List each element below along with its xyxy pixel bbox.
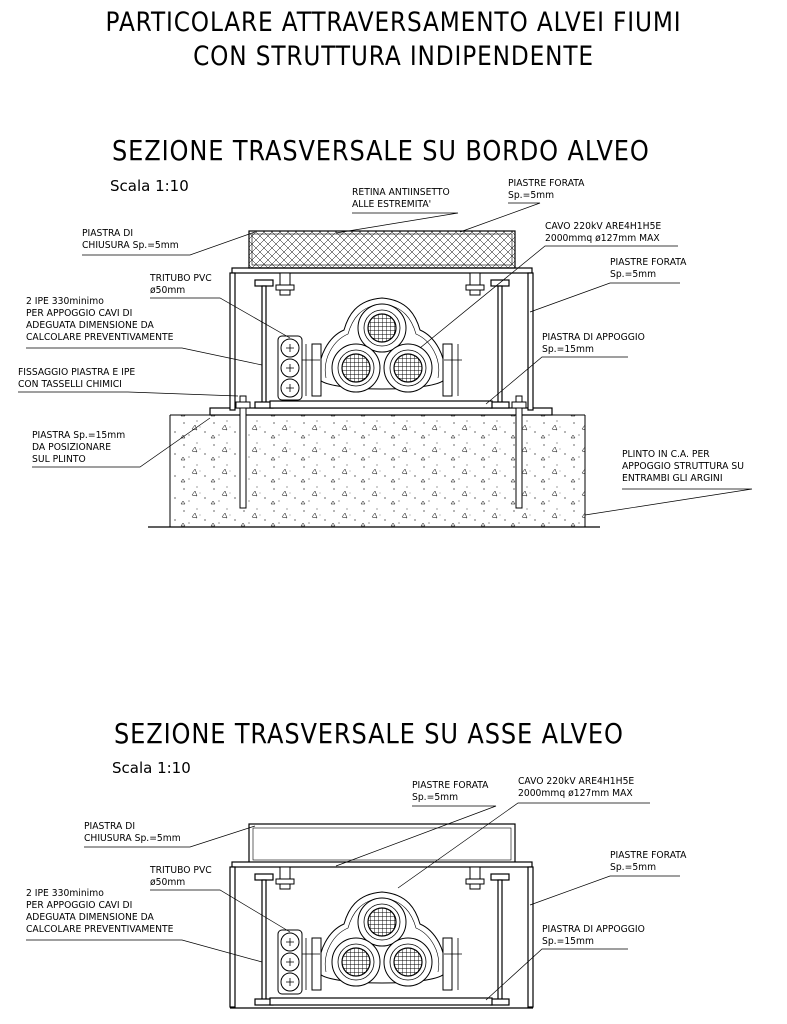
note-perforated-side: PIASTRE FORATA Sp.=5mm <box>610 257 687 280</box>
section-axis-scale: Scala 1:10 <box>112 759 191 777</box>
section-edge-title: SEZIONE TRASVERSALE SU BORDO ALVEO <box>112 134 650 167</box>
section-edge-scale: Scala 1:10 <box>110 177 189 195</box>
drawing-title-line1: PARTICOLARE ATTRAVERSAMENTO ALVEI FIUMI <box>105 7 682 38</box>
note-pvc-tube: TRITUBO PVC ø50mm <box>150 273 212 296</box>
note-axis-support-plate: PIASTRA DI APPOGGIO Sp.=15mm <box>542 924 645 947</box>
note-axis-perforated-top: PIASTRE FORATA Sp.=5mm <box>412 780 489 803</box>
note-support-plate: PIASTRA DI APPOGGIO Sp.=15mm <box>542 332 645 355</box>
note-perforated-top: PIASTRE FORATA Sp.=5mm <box>508 178 585 201</box>
note-axis-perforated-side: PIASTRE FORATA Sp.=5mm <box>610 850 687 873</box>
note-cover-plate: PIASTRA DI CHIUSURA Sp.=5mm <box>82 228 179 251</box>
mesh-cover <box>249 231 515 268</box>
section-axis-title: SEZIONE TRASVERSALE SU ASSE ALVEO <box>114 717 624 750</box>
note-ipe-beams: 2 IPE 330minimo PER APPOGGIO CAVI DI ADEGUATA DIMENSIONE DA CALCOLARE PREVENTIVAMENTE <box>26 296 174 343</box>
note-mesh: RETINA ANTIINSETTO ALLE ESTREMITA' <box>352 187 450 210</box>
note-axis-cover-plate: PIASTRA DI CHIUSURA Sp.=5mm <box>84 821 181 844</box>
note-cable: CAVO 220kV ARE4H1H5E 2000mmq ø127mm MAX <box>545 221 662 244</box>
cable-trefoil <box>302 298 462 396</box>
base-plate <box>210 408 552 415</box>
note-fixing: FISSAGGIO PIASTRA E IPE CON TASSELLI CHIMICI <box>18 367 136 390</box>
note-axis-ipe-beams: 2 IPE 330minimo PER APPOGGIO CAVI DI ADEGUATA DIMENSIONE DA CALCOLARE PREVENTIVAMENTE <box>26 888 174 935</box>
pvc-tube <box>278 336 302 400</box>
note-plinth: PLINTO IN C.A. PER APPOGGIO STRUTTURA SU ENTRAMBI GLI ARGINI <box>622 449 744 484</box>
note-axis-pvc-tube: TRITUBO PVC ø50mm <box>150 865 212 888</box>
note-axis-cable: CAVO 220kV ARE4H1H5E 2000mmq ø127mm MAX <box>518 776 635 799</box>
drawing-title-line2: CON STRUTTURA INDIPENDENTE <box>193 41 594 72</box>
cover-box <box>249 824 515 864</box>
section-edge-drawing <box>18 203 752 527</box>
note-base-plate: PIASTRA Sp.=15mm DA POSIZIONARE SUL PLINTO <box>32 430 126 465</box>
section-axis-drawing <box>26 803 680 1008</box>
plinth <box>170 415 585 527</box>
support-plate <box>270 401 492 408</box>
